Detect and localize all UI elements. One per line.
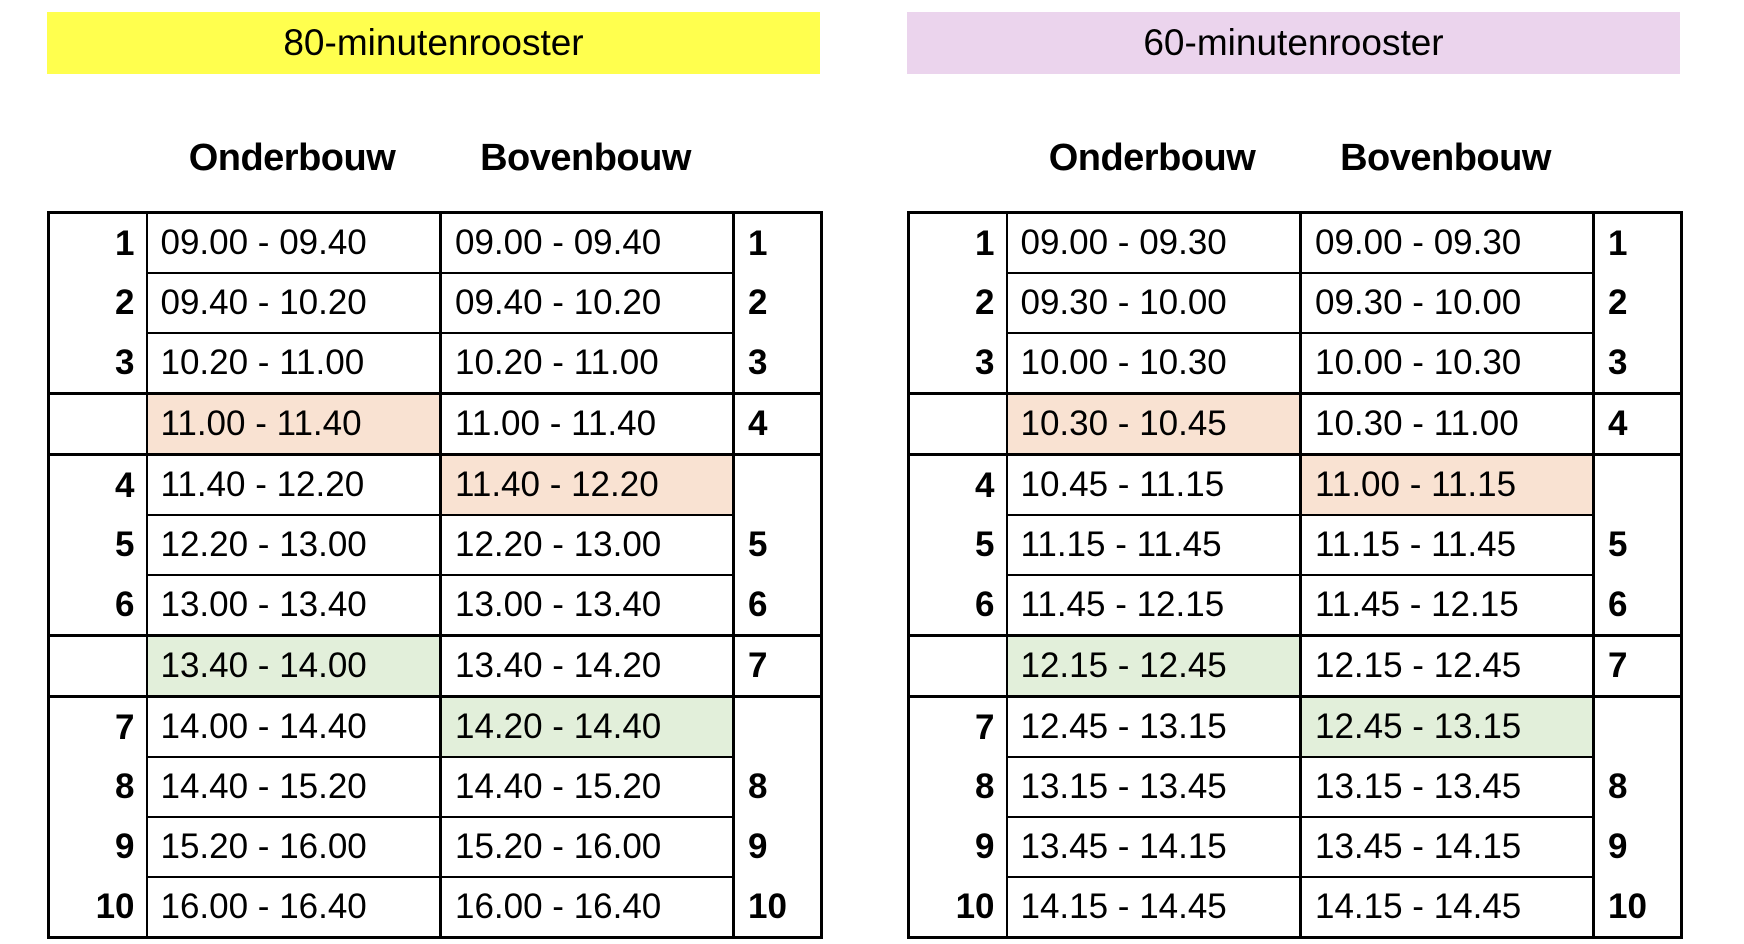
onderbouw-time-cell: 09.30 - 10.00	[1007, 273, 1301, 333]
bovenbouw-time-cell: 14.40 - 15.20	[441, 757, 734, 817]
period-number-left: 6	[49, 575, 147, 636]
schedule-60min-title: 60-minutenrooster	[1143, 22, 1444, 63]
period-number-right: 3	[734, 333, 822, 394]
bovenbouw-time-cell: 13.15 - 13.45	[1301, 757, 1594, 817]
schedule-80min	[47, 0, 820, 944]
onderbouw-time-cell: 09.40 - 10.20	[147, 273, 441, 333]
onderbouw-time-cell: 14.00 - 14.40	[147, 697, 441, 758]
table-row	[909, 394, 1682, 455]
period-number-right: 1	[1594, 213, 1682, 274]
period-number-left: 7	[49, 697, 147, 758]
period-number-right: 7	[1594, 636, 1682, 697]
bovenbouw-time-cell: 09.00 - 09.30	[1301, 213, 1594, 274]
table-row	[49, 515, 822, 575]
table-row	[49, 273, 822, 333]
schedule-80min-banner	[47, 12, 820, 74]
onderbouw-time-cell: 11.45 - 12.15	[1007, 575, 1301, 636]
bovenbouw-time-cell: 09.30 - 10.00	[1301, 273, 1594, 333]
table-row	[909, 697, 1682, 758]
onderbouw-time-cell: 11.40 - 12.20	[147, 455, 441, 516]
column-header-bovenbouw: Bovenbouw	[480, 137, 691, 179]
bovenbouw-time-cell: 11.45 - 12.15	[1301, 575, 1594, 636]
period-number-left	[909, 636, 1007, 697]
period-number-right: 2	[734, 273, 822, 333]
table-row	[49, 455, 822, 516]
onderbouw-time-cell: 15.20 - 16.00	[147, 817, 441, 877]
table-row	[49, 877, 822, 938]
period-number-right: 8	[734, 757, 822, 817]
schedule-60min-banner	[907, 12, 1680, 74]
table-row	[49, 636, 822, 697]
table-row	[909, 273, 1682, 333]
onderbouw-time-cell: 11.15 - 11.45	[1007, 515, 1301, 575]
bovenbouw-time-cell: 11.40 - 12.20	[441, 455, 734, 516]
period-number-right: 5	[1594, 515, 1682, 575]
period-number-left: 8	[909, 757, 1007, 817]
onderbouw-time-cell: 10.00 - 10.30	[1007, 333, 1301, 394]
period-number-left: 10	[909, 877, 1007, 938]
onderbouw-time-cell: 16.00 - 16.40	[147, 877, 441, 938]
bovenbouw-time-cell: 12.15 - 12.45	[1301, 636, 1594, 697]
bovenbouw-time-cell: 11.15 - 11.45	[1301, 515, 1594, 575]
bovenbouw-time-cell: 10.30 - 11.00	[1301, 394, 1594, 455]
table-row	[909, 213, 1682, 274]
onderbouw-time-cell: 10.30 - 10.45	[1007, 394, 1301, 455]
bovenbouw-time-cell: 13.00 - 13.40	[441, 575, 734, 636]
period-number-left: 7	[909, 697, 1007, 758]
period-number-left: 3	[909, 333, 1007, 394]
period-number-right	[1594, 697, 1682, 758]
period-number-left: 1	[909, 213, 1007, 274]
period-number-left: 3	[49, 333, 147, 394]
onderbouw-time-cell: 12.20 - 13.00	[147, 515, 441, 575]
onderbouw-time-cell: 14.15 - 14.45	[1007, 877, 1301, 938]
bovenbouw-time-cell: 10.00 - 10.30	[1301, 333, 1594, 394]
period-number-left	[49, 636, 147, 697]
bovenbouw-time-cell: 09.00 - 09.40	[441, 213, 734, 274]
period-number-right	[734, 697, 822, 758]
period-number-right	[734, 455, 822, 516]
period-number-left: 5	[909, 515, 1007, 575]
period-number-left: 4	[49, 455, 147, 516]
onderbouw-time-cell: 12.15 - 12.45	[1007, 636, 1301, 697]
period-number-left: 5	[49, 515, 147, 575]
period-number-right: 10	[1594, 877, 1682, 938]
bovenbouw-time-cell: 16.00 - 16.40	[441, 877, 734, 938]
table-row	[909, 757, 1682, 817]
bovenbouw-time-cell: 14.20 - 14.40	[441, 697, 734, 758]
column-header-onderbouw: Onderbouw	[188, 137, 396, 179]
onderbouw-time-cell: 10.20 - 11.00	[147, 333, 441, 394]
table-row	[909, 636, 1682, 697]
period-number-right: 4	[1594, 394, 1682, 455]
column-header-onderbouw: Onderbouw	[1048, 137, 1256, 179]
onderbouw-time-cell: 13.15 - 13.45	[1007, 757, 1301, 817]
table-row	[49, 575, 822, 636]
onderbouw-time-cell: 09.00 - 09.30	[1007, 213, 1301, 274]
table-row	[49, 817, 822, 877]
table-row	[909, 817, 1682, 877]
table-row	[49, 333, 822, 394]
bovenbouw-time-cell: 14.15 - 14.45	[1301, 877, 1594, 938]
period-number-right	[1594, 455, 1682, 516]
table-row	[49, 213, 822, 274]
onderbouw-time-cell: 10.45 - 11.15	[1007, 455, 1301, 516]
period-number-left: 9	[49, 817, 147, 877]
period-number-right: 6	[1594, 575, 1682, 636]
period-number-right: 2	[1594, 273, 1682, 333]
table-row	[909, 877, 1682, 938]
period-number-left: 4	[909, 455, 1007, 516]
period-number-left: 2	[909, 273, 1007, 333]
bovenbouw-time-cell: 11.00 - 11.40	[441, 394, 734, 455]
period-number-left: 2	[49, 273, 147, 333]
schedule-80min-column-headers	[47, 132, 820, 184]
period-number-right: 4	[734, 394, 822, 455]
table-row	[909, 575, 1682, 636]
bovenbouw-time-cell: 12.45 - 13.15	[1301, 697, 1594, 758]
table-row	[49, 697, 822, 758]
bovenbouw-time-cell: 13.45 - 14.15	[1301, 817, 1594, 877]
onderbouw-time-cell: 12.45 - 13.15	[1007, 697, 1301, 758]
schedule-80min-table	[47, 211, 823, 939]
period-number-right: 7	[734, 636, 822, 697]
period-number-left: 6	[909, 575, 1007, 636]
onderbouw-time-cell: 11.00 - 11.40	[147, 394, 441, 455]
period-number-left: 8	[49, 757, 147, 817]
period-number-left	[909, 394, 1007, 455]
onderbouw-time-cell: 14.40 - 15.20	[147, 757, 441, 817]
period-number-left: 10	[49, 877, 147, 938]
onderbouw-time-cell: 13.00 - 13.40	[147, 575, 441, 636]
bovenbouw-time-cell: 10.20 - 11.00	[441, 333, 734, 394]
period-number-left	[49, 394, 147, 455]
onderbouw-time-cell: 13.45 - 14.15	[1007, 817, 1301, 877]
period-number-right: 9	[734, 817, 822, 877]
period-number-right: 10	[734, 877, 822, 938]
schedule-60min-table	[907, 211, 1683, 939]
bovenbouw-time-cell: 09.40 - 10.20	[441, 273, 734, 333]
onderbouw-time-cell: 09.00 - 09.40	[147, 213, 441, 274]
period-number-left: 1	[49, 213, 147, 274]
bovenbouw-time-cell: 13.40 - 14.20	[441, 636, 734, 697]
table-row	[49, 757, 822, 817]
table-row	[49, 394, 822, 455]
bovenbouw-time-cell: 11.00 - 11.15	[1301, 455, 1594, 516]
schedule-60min-column-headers	[907, 132, 1680, 184]
schedule-80min-title: 80-minutenrooster	[283, 22, 584, 63]
period-number-right: 6	[734, 575, 822, 636]
table-row	[909, 455, 1682, 516]
period-number-right: 3	[1594, 333, 1682, 394]
schedule-60min	[907, 0, 1680, 944]
period-number-left: 9	[909, 817, 1007, 877]
column-header-bovenbouw: Bovenbouw	[1340, 137, 1551, 179]
bovenbouw-time-cell: 15.20 - 16.00	[441, 817, 734, 877]
period-number-right: 1	[734, 213, 822, 274]
onderbouw-time-cell: 13.40 - 14.00	[147, 636, 441, 697]
period-number-right: 8	[1594, 757, 1682, 817]
table-row	[909, 515, 1682, 575]
period-number-right: 9	[1594, 817, 1682, 877]
table-row	[909, 333, 1682, 394]
period-number-right: 5	[734, 515, 822, 575]
bovenbouw-time-cell: 12.20 - 13.00	[441, 515, 734, 575]
